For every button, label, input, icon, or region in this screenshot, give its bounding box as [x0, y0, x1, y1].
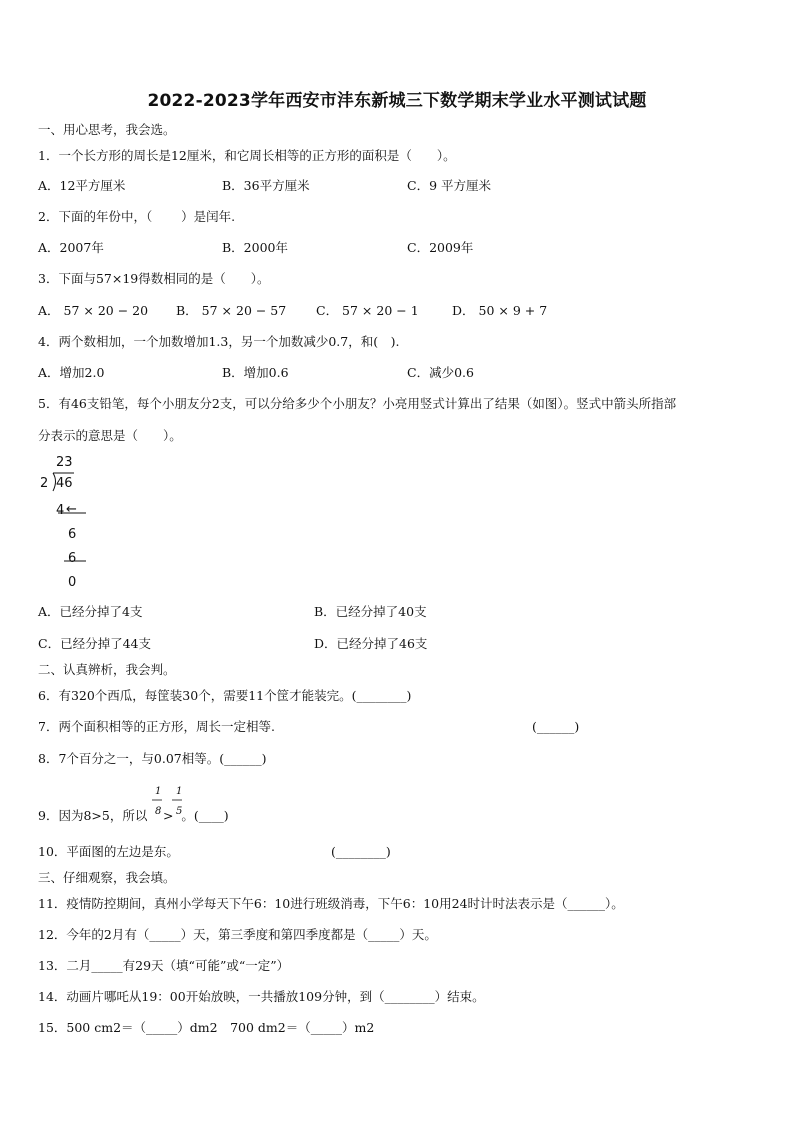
long-division-figure [38, 455, 118, 590]
question-15: 15．500 cm2＝（_____）dm2 700 dm2＝（_____）m2 [38, 1020, 375, 1035]
greater-than-sign: > [163, 808, 174, 823]
question-1-option-a[interactable]: A．12平方厘米 [38, 178, 126, 193]
question-7-answer-blank[interactable]: (______) [532, 719, 580, 734]
fraction-2-denominator: 5 [176, 806, 183, 817]
division-quotient: 23 [56, 455, 73, 470]
question-7-stem: 7．两个面积相等的正方形，周长一定相等. [38, 719, 275, 734]
question-5-option-d[interactable]: D．已经分掉了46支 [314, 636, 428, 651]
question-2-option-a[interactable]: A．2007年 [38, 240, 104, 255]
fraction-bars [152, 798, 182, 802]
division-divisor: 2 [40, 476, 49, 491]
question-3-option-c[interactable]: C． 57 × 20 − 1 [316, 303, 419, 318]
question-4-option-c[interactable]: C．减少0.6 [407, 365, 474, 380]
fraction-2-numerator: 1 [176, 786, 183, 797]
question-2-option-b[interactable]: B．2000年 [222, 240, 288, 255]
question-14: 14．动画片哪吒从19：00开始放映，一共播放109分钟，到（________）结束。 [38, 989, 485, 1004]
question-9-suffix: 。(____) [181, 808, 229, 823]
question-1-option-b[interactable]: B．36平方厘米 [222, 178, 310, 193]
question-5-option-a[interactable]: A．已经分掉了4支 [38, 604, 143, 619]
question-1-stem: 1．一个长方形的周长是12厘米，和它周长相等的正方形的面积是（ ）。 [38, 148, 456, 163]
question-4-option-b[interactable]: B．增加0.6 [222, 365, 289, 380]
question-10-stem: 10．平面图的左边是东。 [38, 844, 179, 859]
question-4-option-a[interactable]: A．增加2.0 [38, 365, 105, 380]
question-9-prefix: 9．因为8>5，所以 [38, 808, 148, 823]
section-heading-1: 一、用心思考，我会选。 [38, 122, 176, 137]
question-3-option-a[interactable]: A． 57 × 20 − 20 [38, 303, 149, 318]
division-bracket [38, 455, 118, 590]
question-8: 8．7个百分之一，与0.07相等。(______) [38, 751, 267, 766]
page-title: 2022-2023学年西安市沣东新城三下数学期末学业水平测试试题 [147, 91, 647, 111]
fraction-1-denominator: 8 [155, 806, 162, 817]
question-5-stem-line-1: 5．有46支铅笔，每个小朋友分2支，可以分给多少个小朋友？小亮用竖式计算出了结果（如图）。竖式中箭头所指部 [38, 396, 677, 411]
division-dividend: 46 [56, 476, 73, 491]
question-1-option-c[interactable]: C．9 平方厘米 [407, 178, 491, 193]
section-heading-2: 二、认真辨析，我会判。 [38, 662, 176, 677]
division-remainder: 0 [68, 575, 77, 590]
question-3-stem: 3．下面与57×19得数相同的是（ ）。 [38, 271, 270, 286]
division-step-2: 6 [68, 527, 77, 542]
question-3-option-d[interactable]: D． 50 × 9 + 7 [452, 303, 548, 318]
question-10-answer-blank[interactable]: (________) [331, 844, 391, 859]
question-13: 13．二月_____有29天（填“可能”或“一定”） [38, 958, 290, 973]
question-6: 6．有320个西瓜，每筐装30个，需要11个筐才能装完。(________) [38, 688, 412, 703]
question-4-stem: 4．两个数相加，一个加数增加1.3，另一个加数减少0.7，和( ). [38, 334, 400, 349]
arrow-left-icon: ← [66, 502, 77, 517]
question-3-option-b[interactable]: B． 57 × 20 − 57 [176, 303, 287, 318]
division-step-3: 6 [68, 551, 77, 566]
question-12: 12．今年的2月有（_____）天，第三季度和第四季度都是（_____）天。 [38, 927, 437, 942]
question-2-option-c[interactable]: C．2009年 [407, 240, 474, 255]
division-step-1: 4 [56, 503, 65, 518]
fraction-1-numerator: 1 [155, 786, 162, 797]
question-5-stem-line-2: 分表示的意思是（ ）。 [38, 428, 182, 443]
question-5-option-b[interactable]: B．已经分掉了40支 [314, 604, 427, 619]
question-11: 11．疫情防控期间，真州小学每天下午6：10进行班级消毒，下午6：10用24时计时法表示是（______）。 [38, 896, 624, 911]
question-2-stem: 2．下面的年份中，（ ）是闰年. [38, 209, 236, 224]
question-9 [38, 808, 229, 824]
question-5-option-c[interactable]: C．已经分掉了44支 [38, 636, 151, 651]
section-heading-3: 三、仔细观察，我会填。 [38, 870, 176, 885]
